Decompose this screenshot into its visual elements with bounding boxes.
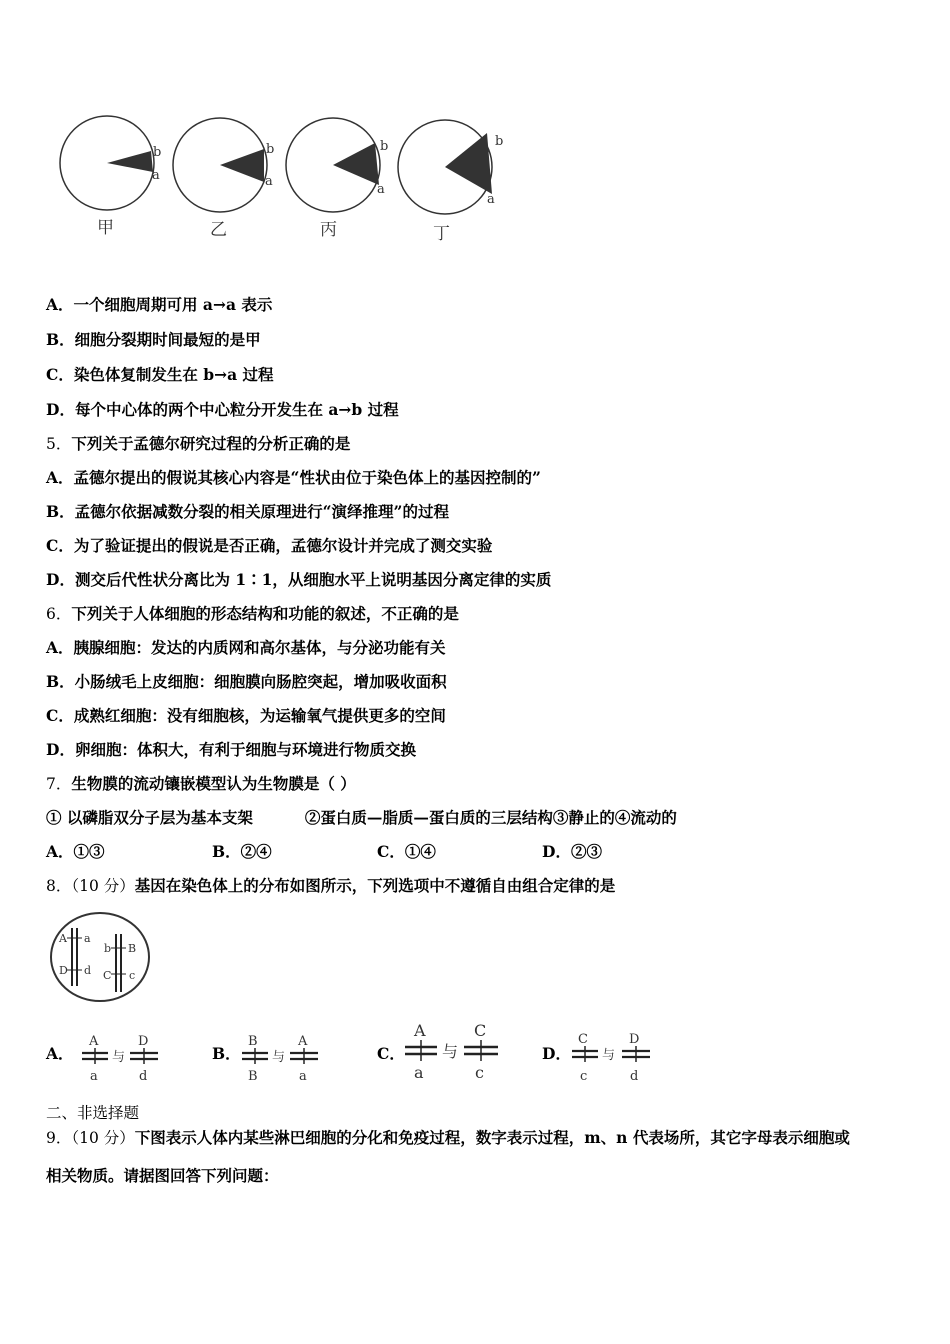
q5-option-b[interactable]: B．孟德尔依据减数分裂的相关原理进行“演绎推理”的过程 [46,502,449,521]
svg-text:b: b [495,134,504,149]
q8-option-c-label[interactable]: C． [377,1044,405,1063]
svg-text:与: 与 [112,1050,126,1065]
svg-text:C: C [103,969,112,982]
q8-option-a-diagram[interactable] [78,1030,164,1086]
cycle-circle-jia [60,116,161,238]
svg-text:A: A [298,1034,308,1049]
q4-option-a[interactable]: A．一个细胞周期可用 a→a 表示 [46,295,273,314]
q8-option-d-label[interactable]: D． [542,1044,571,1063]
q5-option-a[interactable]: A．孟德尔提出的假说其核心内容是“性状由位于染色体上的基因控制的” [46,468,541,487]
q5-option-d[interactable]: D．测交后代性状分离比为 1∶1，从细胞水平上说明基因分离定律的实质 [46,570,552,589]
section-title: 二、非选择题 [46,1104,140,1122]
cell-cycle-figure [55,105,515,245]
svg-text:与: 与 [602,1048,616,1063]
svg-text:与: 与 [442,1042,459,1061]
svg-text:与: 与 [272,1050,286,1065]
cycle-label: 丙 [320,220,337,240]
svg-text:B: B [248,1069,258,1084]
svg-text:B: B [128,942,137,955]
q4-option-b[interactable]: B．细胞分裂期时间最短的是甲 [46,330,261,349]
gene-cell-figure [48,908,156,1004]
q8-option-c-diagram[interactable] [402,1018,502,1084]
q7-stem: 7．生物膜的流动镶嵌模型认为生物膜是（ ） [46,774,356,793]
cycle-circle-bing [286,118,388,240]
svg-text:a: a [90,1069,98,1084]
q5-stem: 5．下列关于孟德尔研究过程的分析正确的是 [46,434,351,453]
svg-text:D: D [59,964,68,977]
q9-stem-line1: 9．（10 分）下图表示人体内某些淋巴细胞的分化和免疫过程，数字表示过程，m、n 代表场所，其它字母表示细胞或 [46,1128,850,1147]
svg-text:c: c [129,969,136,982]
q9-stem-line2: 相关物质。请据图回答下列问题： [46,1166,279,1185]
q8-option-b-label[interactable]: B． [212,1044,241,1063]
svg-text:a: a [487,192,495,207]
cycle-circle-yi [173,118,274,240]
q6-stem: 6．下列关于人体细胞的形态结构和功能的叙述，不正确的是 [46,604,459,623]
svg-text:A: A [414,1021,426,1040]
svg-text:C: C [578,1032,588,1047]
q8-stem: 8．（10 分）基因在染色体上的分布如图所示，下列选项中不遵循自由组合定律的是 [46,876,616,895]
svg-text:D: D [629,1032,640,1047]
cycle-circle-ding [398,120,503,244]
svg-text:d: d [139,1069,148,1084]
svg-text:b: b [380,139,389,154]
q7-option-d[interactable]: D．②③ [542,842,602,861]
svg-text:C: C [474,1021,487,1040]
q8-option-b-diagram[interactable] [238,1030,324,1086]
svg-text:b: b [266,142,275,157]
svg-text:b: b [153,145,162,160]
q4-option-d[interactable]: D．每个中心体的两个中心粒分开发生在 a→b 过程 [46,400,399,419]
q6-option-a[interactable]: A．胰腺细胞：发达的内质网和高尔基体，与分泌功能有关 [46,638,446,657]
svg-text:a: a [152,168,160,183]
q6-option-c[interactable]: C．成熟红细胞：没有细胞核，为运输氧气提供更多的空间 [46,706,446,725]
svg-text:D: D [138,1034,149,1049]
cycle-label: 甲 [97,218,114,238]
svg-text:a: a [265,174,273,189]
q8-option-d-diagram[interactable] [568,1028,656,1086]
svg-text:b: b [104,942,112,955]
svg-text:c: c [475,1063,484,1082]
q7-items: ① 以磷脂双分子层为基本支架 ②蛋白质—脂质—蛋白质的三层结构③静止的④流动的 [46,808,677,827]
q7-option-b[interactable]: B．②④ [212,842,272,861]
svg-text:A: A [89,1034,99,1049]
q8-option-a-label[interactable]: A． [46,1044,74,1063]
svg-text:B: B [248,1034,258,1049]
cycle-label: 丁 [433,224,450,244]
svg-text:a: a [299,1069,307,1084]
svg-text:a: a [414,1063,424,1082]
cycle-label: 乙 [210,220,227,240]
svg-text:a: a [377,182,385,197]
svg-text:d: d [84,964,92,977]
q7-option-a[interactable]: A．①③ [46,842,105,861]
q7-option-c[interactable]: C．①④ [377,842,436,861]
q6-option-b[interactable]: B．小肠绒毛上皮细胞：细胞膜向肠腔突起，增加吸收面积 [46,672,447,691]
svg-text:a: a [84,932,91,945]
svg-text:d: d [630,1069,639,1084]
q4-option-c[interactable]: C．染色体复制发生在 b→a 过程 [46,365,274,384]
q5-option-c[interactable]: C．为了验证提出的假说是否正确，孟德尔设计并完成了测交实验 [46,536,493,555]
q6-option-d[interactable]: D．卵细胞：体积大，有利于细胞与环境进行物质交换 [46,740,416,759]
svg-text:c: c [580,1069,588,1084]
svg-text:A: A [59,932,67,945]
